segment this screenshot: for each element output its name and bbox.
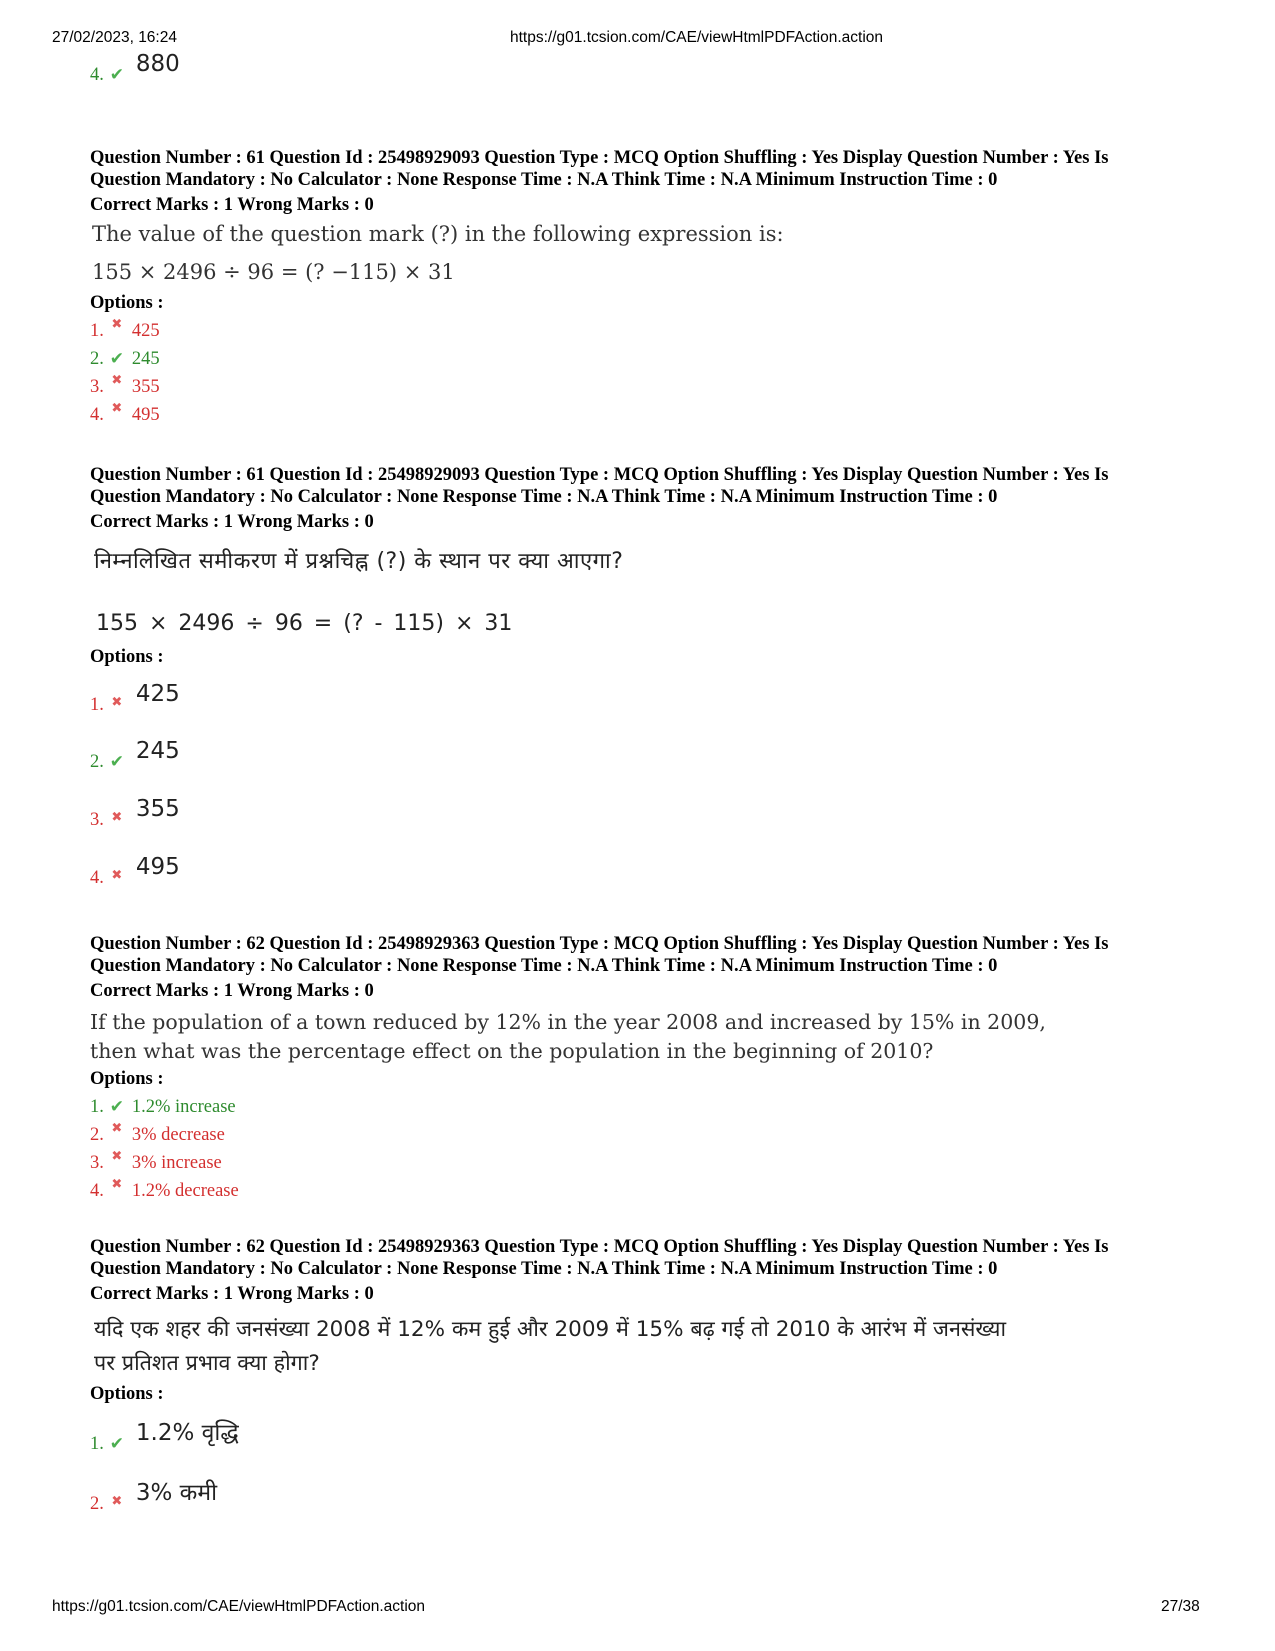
option-number: 2. (90, 1494, 104, 1514)
check-icon: ✔ (109, 1097, 124, 1117)
question-text-line-1: यदि एक शहर की जनसंख्या 2008 में 12% कम हुई और 2009 में 15% बढ़ गई तो 2010 के आरंभ में जनसंख्या (94, 1317, 1007, 1342)
print-url-header: https://g01.tcsion.com/CAE/viewHtmlPDFAction.action (510, 29, 884, 46)
options-list (90, 1420, 1240, 1515)
option-item (90, 401, 1240, 426)
option-number: 2. (90, 752, 104, 772)
cross-icon: ✖ (111, 695, 123, 710)
question-text-line-2: पर प्रतिशत प्रभाव क्या होगा? (94, 1351, 320, 1376)
option-item (90, 51, 1240, 86)
option-item (90, 1149, 1240, 1174)
question-block-q62-hi (90, 1236, 1240, 1515)
option-item (90, 373, 1240, 398)
cross-icon: ✖ (111, 401, 123, 416)
question-expression: 155 × 2496 ÷ 96 = (? −115) × 31 (92, 260, 455, 284)
option-text: 1.2% वृद्धि (135, 1420, 239, 1446)
question-marks: Correct Marks : 1 Wrong Marks : 0 (90, 512, 374, 532)
print-url-footer: https://g01.tcsion.com/CAE/viewHtmlPDFAction.action (52, 1598, 426, 1615)
option-item (90, 348, 1240, 370)
question-block-q61-en (90, 147, 1240, 426)
option-text: 880 (135, 51, 180, 77)
option-item (90, 1480, 1240, 1515)
option-item (90, 1096, 1240, 1118)
question-marks: Correct Marks : 1 Wrong Marks : 0 (90, 195, 374, 215)
option-text: 355 (135, 796, 180, 822)
cross-icon: ✖ (111, 868, 123, 883)
option-number: 3. (90, 1153, 104, 1173)
question-meta-line-1: Question Number : 62 Question Id : 25498929363 Question Type : MCQ Option Shuffling : Yes Display Question Number : Yes Is (90, 1237, 1109, 1257)
option-number: 1. (90, 1097, 104, 1117)
question-meta-line-2: Question Mandatory : No Calculator : None Response Time : N.A Think Time : N.A Minimum Instruction Time : 0 (90, 956, 998, 976)
option-number: 3. (90, 377, 104, 397)
option-item (90, 1121, 1240, 1146)
options-list (90, 317, 1240, 426)
option-text: 3% increase (131, 1153, 222, 1173)
option-text: 425 (131, 321, 160, 341)
option-number: 4. (90, 405, 104, 425)
question-text-line-2: then what was the percentage effect on the population in the beginning of 2010? (90, 1039, 934, 1063)
options-list (90, 1096, 1240, 1202)
page-number: 27/38 (1161, 1598, 1200, 1615)
question-block-q62-en (90, 933, 1240, 1202)
option-number: 3. (90, 810, 104, 830)
option-item (90, 1420, 1240, 1455)
cross-icon: ✖ (111, 1494, 123, 1509)
option-text: 3% decrease (131, 1125, 225, 1145)
question-meta-line-2: Question Mandatory : No Calculator : None Response Time : N.A Think Time : N.A Minimum Instruction Time : 0 (90, 170, 998, 190)
option-item (90, 681, 1240, 716)
options-label: Options : (90, 647, 164, 667)
option-number: 2. (90, 349, 104, 369)
option-item (90, 317, 1240, 342)
check-icon: ✔ (109, 349, 124, 369)
question-meta-line-2: Question Mandatory : No Calculator : None Response Time : N.A Think Time : N.A Minimum Instruction Time : 0 (90, 1259, 998, 1279)
option-text: 355 (131, 377, 160, 397)
option-number: 2. (90, 1125, 104, 1145)
question-block-q61-hi (90, 464, 1240, 889)
question-text: निम्नलिखित समीकरण में प्रश्नचिह्न (?) के स्थान पर क्या आएगा? (94, 549, 624, 574)
previous-question-tail (90, 51, 1240, 86)
option-text: 425 (135, 681, 180, 707)
option-item (90, 796, 1240, 831)
check-icon: ✔ (109, 752, 124, 772)
option-text: 245 (131, 349, 160, 369)
cross-icon: ✖ (111, 1177, 123, 1192)
question-marks: Correct Marks : 1 Wrong Marks : 0 (90, 981, 374, 1001)
options-label: Options : (90, 1384, 164, 1404)
option-number: 1. (90, 1434, 104, 1454)
cross-icon: ✖ (111, 1149, 123, 1164)
options-label: Options : (90, 293, 164, 313)
question-marks: Correct Marks : 1 Wrong Marks : 0 (90, 1284, 374, 1304)
question-meta-line-1: Question Number : 61 Question Id : 25498929093 Question Type : MCQ Option Shuffling : Yes Display Question Number : Yes Is (90, 148, 1109, 168)
option-text: 495 (131, 405, 160, 425)
option-text: 495 (135, 854, 180, 880)
option-number: 4. (90, 1181, 104, 1201)
question-meta-line-1: Question Number : 62 Question Id : 25498929363 Question Type : MCQ Option Shuffling : Yes Display Question Number : Yes Is (90, 934, 1109, 954)
options-label: Options : (90, 1069, 164, 1089)
cross-icon: ✖ (111, 810, 123, 825)
option-item (90, 738, 1240, 773)
option-item (90, 854, 1240, 889)
cross-icon: ✖ (111, 317, 123, 332)
option-text: 245 (135, 738, 180, 764)
option-text: 1.2% decrease (131, 1181, 239, 1201)
option-text: 3% कमी (135, 1480, 218, 1506)
options-list (90, 681, 1240, 889)
question-meta-line-2: Question Mandatory : No Calculator : None Response Time : N.A Think Time : N.A Minimum Instruction Time : 0 (90, 487, 998, 507)
option-number: 1. (90, 321, 104, 341)
question-text-line-1: If the population of a town reduced by 12% in the year 2008 and increased by 15% in 2009, (90, 1010, 1046, 1034)
option-number: 4. (90, 65, 104, 85)
cross-icon: ✖ (111, 1121, 123, 1136)
option-item (90, 1177, 1240, 1202)
question-meta-line-1: Question Number : 61 Question Id : 25498929093 Question Type : MCQ Option Shuffling : Yes Display Question Number : Yes Is (90, 465, 1109, 485)
option-text: 1.2% increase (131, 1097, 236, 1117)
option-number: 4. (90, 868, 104, 888)
question-text: The value of the question mark (?) in the following expression is: (92, 222, 784, 246)
option-number: 1. (90, 695, 104, 715)
check-icon: ✔ (109, 1434, 124, 1454)
check-icon: ✔ (109, 65, 124, 85)
cross-icon: ✖ (111, 373, 123, 388)
print-datetime: 27/02/2023, 16:24 (52, 29, 177, 46)
question-expression: 155 × 2496 ÷ 96 = (? - 115) × 31 (96, 611, 513, 636)
